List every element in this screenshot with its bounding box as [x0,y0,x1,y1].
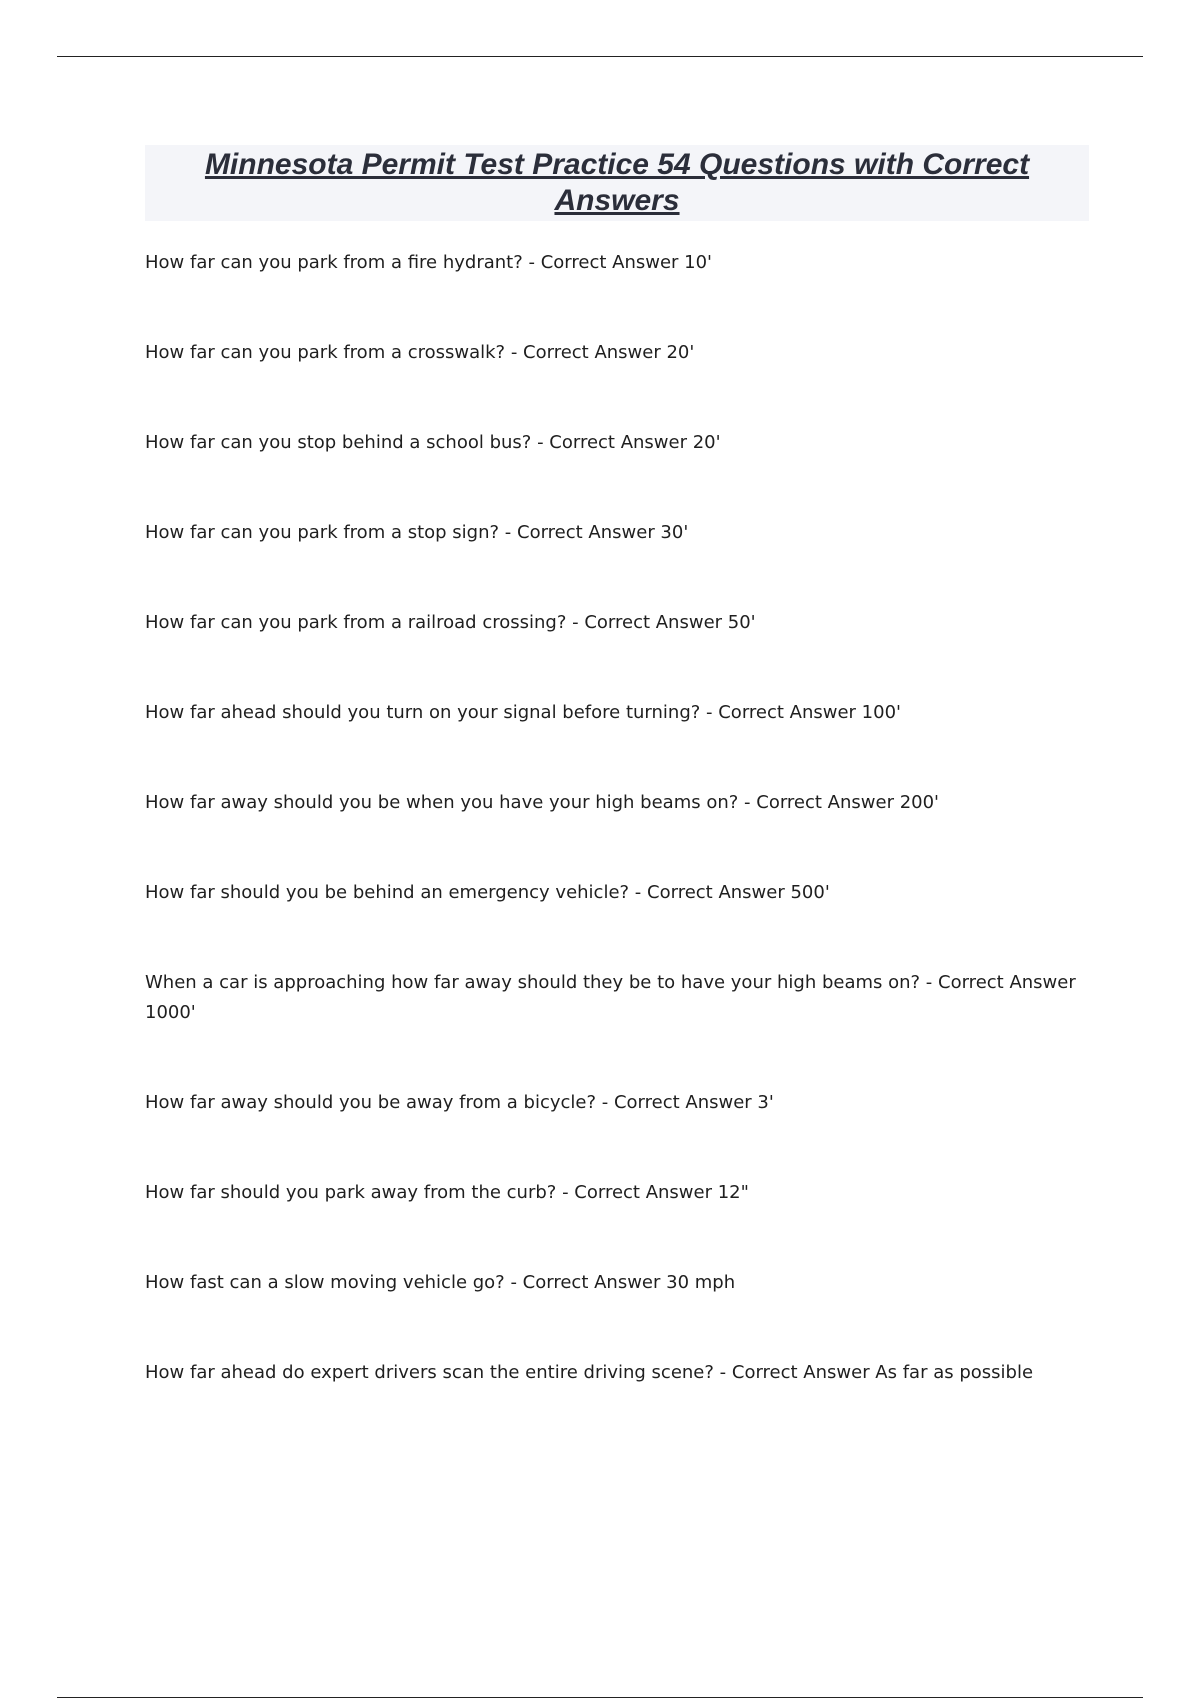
question-item: How far can you park from a fire hydrant? - Correct Answer 10' [145,252,712,273]
question-item: When a car is approaching how far away should they be to have your high beams on? - Correct Answer 1000' [145,972,1076,1023]
question-item: How far ahead should you turn on your signal before turning? - Correct Answer 100' [145,702,901,723]
question-item: How far should you be behind an emergency vehicle? - Correct Answer 500' [145,882,830,903]
top-rule [57,56,1143,57]
title-banner [145,145,1089,221]
bottom-rule [57,1697,1143,1698]
question-item: How far can you park from a railroad crossing? - Correct Answer 50' [145,612,756,633]
question-item: How far away should you be away from a bicycle? - Correct Answer 3' [145,1092,774,1113]
question-item: How far can you stop behind a school bus? - Correct Answer 20' [145,432,721,453]
question-list [145,248,1085,1448]
question-item: How far can you park from a crosswalk? - Correct Answer 20' [145,342,695,363]
question-item: How far away should you be when you have your high beams on? - Correct Answer 200' [145,792,940,813]
question-item: How far ahead do expert drivers scan the entire driving scene? - Correct Answer As far as possible [145,1362,1034,1383]
question-item: How fast can a slow moving vehicle go? - Correct Answer 30 mph [145,1272,736,1293]
document-title: Minnesota Permit Test Practice 54 Questions with Correct Answers [204,148,1030,217]
question-item: How far can you park from a stop sign? - Correct Answer 30' [145,522,689,543]
question-item: How far should you park away from the curb? - Correct Answer 12" [145,1182,749,1203]
